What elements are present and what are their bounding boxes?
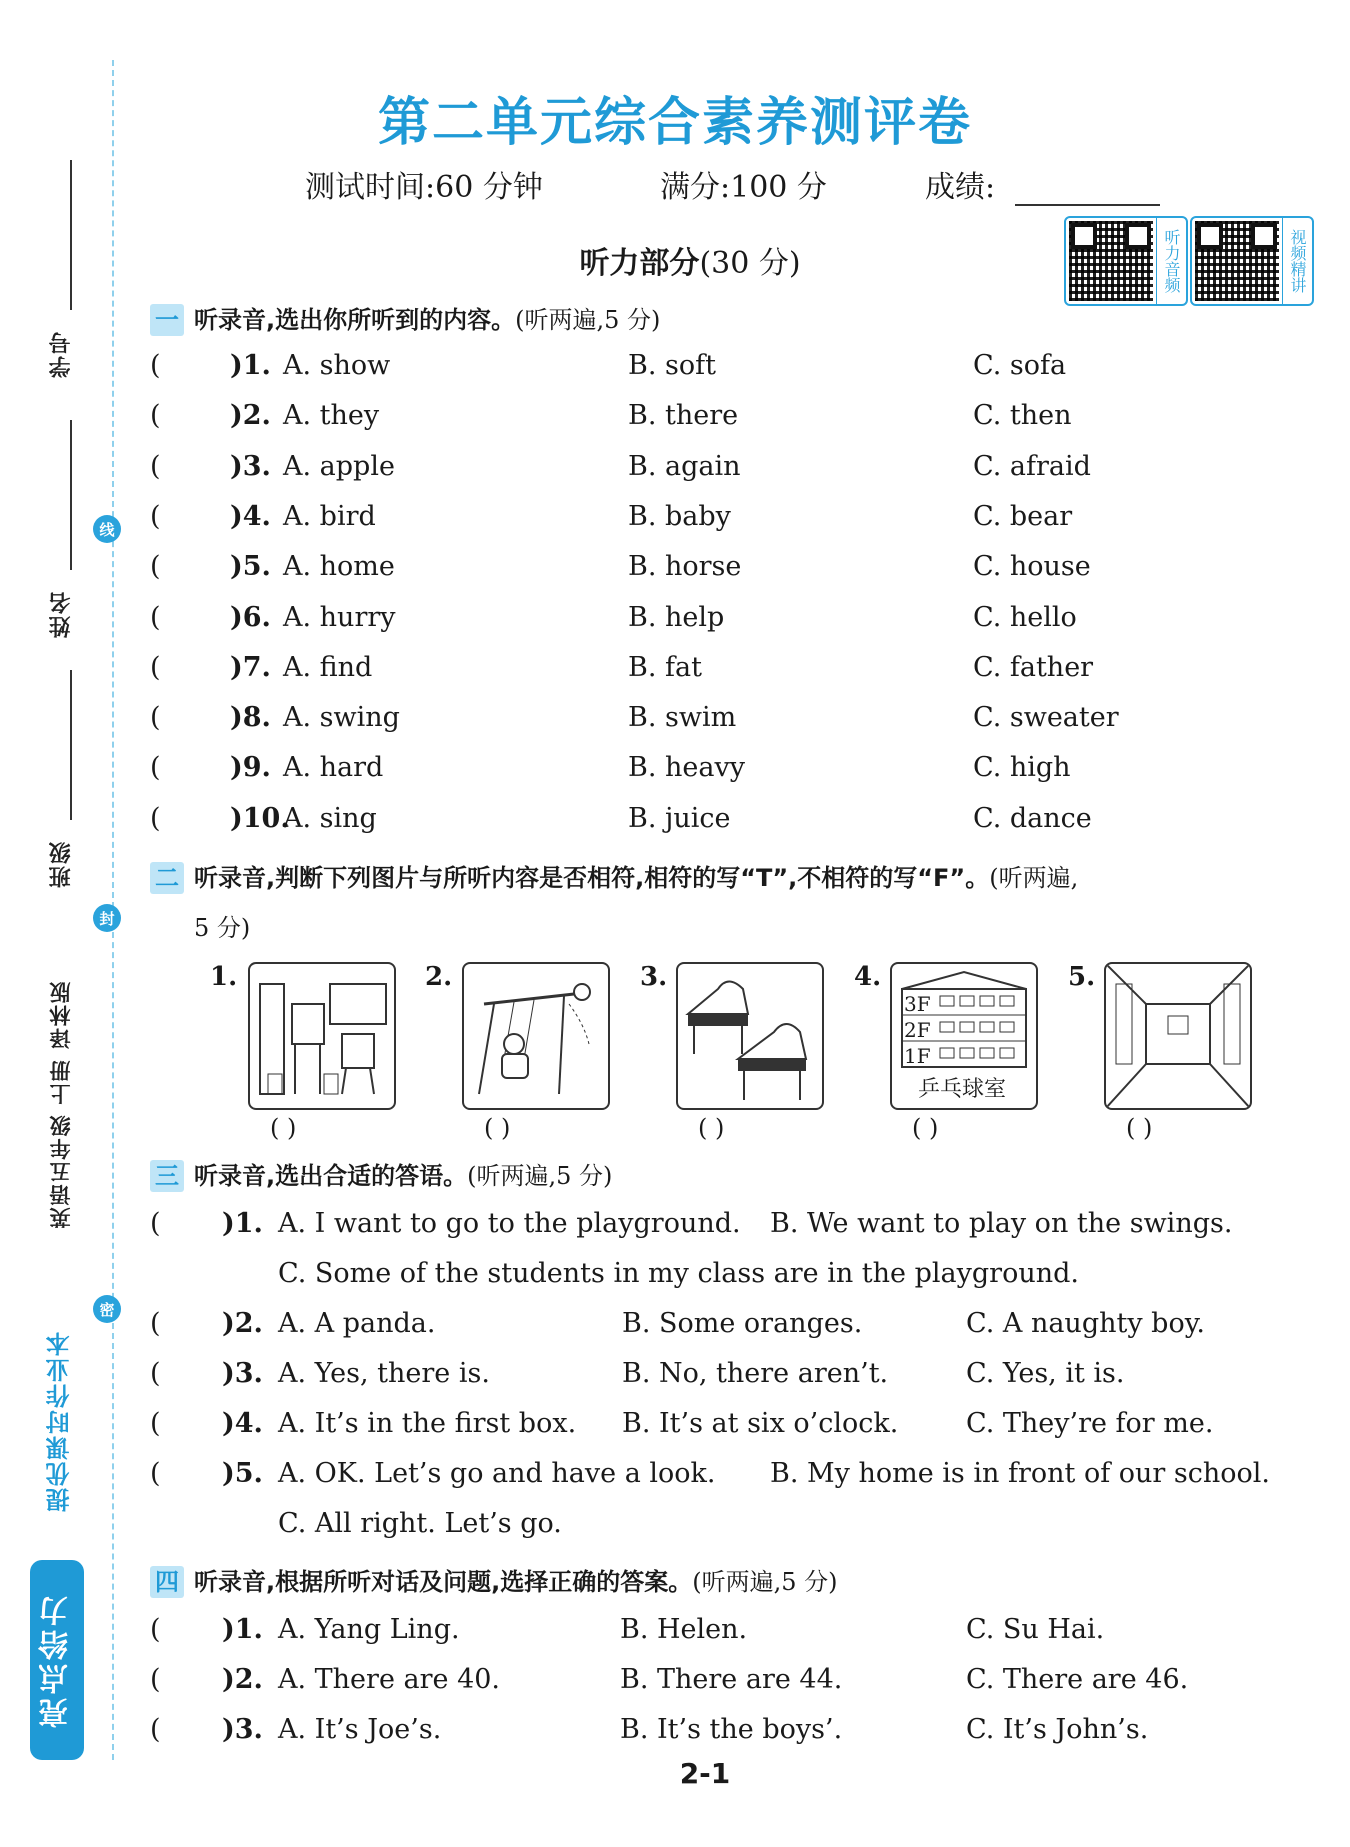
qr-code-icon	[1069, 221, 1153, 301]
option-a: A. hard	[283, 752, 384, 784]
option-b: B. It’s at six o’clock.	[622, 1408, 899, 1439]
answer-blank[interactable]: ( )	[912, 1114, 939, 1142]
option-b: B. swim	[628, 702, 737, 734]
answer-paren[interactable]: (	[150, 1714, 161, 1745]
student-id-blank	[70, 160, 72, 310]
option-c: C. Yes, it is.	[966, 1358, 1125, 1389]
page-number: 2-1	[679, 1757, 731, 1790]
part-number-badge: 二	[150, 862, 184, 894]
question-row	[150, 1458, 1310, 1539]
qr-audio-label: 听力音频	[1156, 218, 1185, 304]
score-blank[interactable]	[1015, 204, 1160, 206]
option-a: A. sing	[283, 802, 377, 834]
answer-paren[interactable]: (	[150, 1614, 161, 1645]
question-row	[150, 702, 1310, 742]
seal-mark-seal: 封	[93, 904, 121, 932]
option-a: A. It’s Joe’s.	[278, 1714, 442, 1745]
answer-blank[interactable]: ( )	[270, 1114, 297, 1142]
part2-note-cont: 5 分)	[194, 914, 251, 942]
answer-blank[interactable]: ( )	[698, 1114, 725, 1142]
option-b: B. juice	[628, 802, 731, 834]
option-a: A. A panda.	[278, 1308, 436, 1339]
brand-slogan: 提优课时作业本	[46, 1330, 74, 1512]
answer-paren[interactable]: (	[150, 450, 161, 482]
question-number: )1.	[222, 1614, 263, 1645]
question-row	[150, 1308, 1310, 1348]
option-b: B. there	[628, 400, 739, 432]
question-number: )2.	[230, 400, 271, 432]
question-row	[150, 1408, 1310, 1448]
picture-number: 5.	[1068, 962, 1096, 992]
option-a: A. Yes, there is.	[278, 1358, 490, 1389]
option-c: C. father	[973, 651, 1094, 683]
option-b: B. Helen.	[620, 1614, 748, 1645]
option-c: C. A naughty boy.	[966, 1308, 1205, 1339]
question-number: )7.	[230, 651, 271, 683]
option-c: C. There are 46.	[966, 1664, 1189, 1695]
question-number: )4.	[230, 500, 271, 532]
option-b: B. help	[628, 601, 725, 633]
question-row	[150, 602, 1310, 642]
option-c: C. All right. Let’s go.	[278, 1508, 562, 1539]
question-number: )2.	[222, 1308, 263, 1339]
test-time: 测试时间:60 分钟	[305, 170, 543, 205]
listening-heading: 听力部分(30 分)	[579, 246, 801, 281]
question-row	[150, 551, 1310, 591]
option-c: C. hello	[973, 601, 1077, 633]
option-b: B. There are 44.	[620, 1664, 843, 1695]
option-b: B. It’s the boys’.	[620, 1714, 843, 1745]
picture-number: 4.	[854, 962, 882, 992]
answer-paren[interactable]: (	[150, 1208, 161, 1239]
answer-paren[interactable]: (	[150, 1358, 161, 1389]
option-c: C. Some of the students in my class are in the playground.	[278, 1258, 1079, 1289]
picture-number: 3.	[640, 962, 668, 992]
question-number: )1.	[222, 1208, 263, 1239]
question-row	[150, 652, 1310, 692]
answer-blank[interactable]: ( )	[484, 1114, 511, 1142]
question-row	[150, 752, 1310, 792]
question-row	[150, 501, 1310, 541]
option-a: A. hurry	[283, 601, 396, 633]
answer-blank[interactable]: ( )	[1126, 1114, 1153, 1142]
seal-mark-secret: 密	[93, 1295, 121, 1323]
floor-label-3f: 3F	[904, 992, 931, 1016]
part2-heading: 二 听录音,判断下列图片与所听内容是否相符,相符的写“T”,不相符的写“F”。(听两遍,	[150, 858, 1078, 894]
answer-paren[interactable]: (	[150, 802, 161, 834]
part4-heading: 四 听录音,根据所听对话及问题,选择正确的答案。(听两遍,5 分)	[150, 1562, 838, 1598]
picture-row	[200, 962, 1280, 1142]
answer-paren[interactable]: (	[150, 651, 161, 683]
question-row	[150, 1664, 1310, 1704]
option-a: A. show	[283, 350, 391, 381]
question-number: )10.	[230, 802, 290, 834]
swing-icon	[462, 962, 610, 1110]
option-b: B. horse	[628, 551, 742, 583]
answer-paren[interactable]: (	[150, 1664, 161, 1695]
part3-heading: 三 听录音,选出合适的答语。(听两遍,5 分)	[150, 1156, 612, 1192]
floor-label-2f: 2F	[904, 1018, 931, 1042]
picture-number: 1.	[210, 962, 238, 992]
question-number: )3.	[222, 1714, 263, 1745]
ping-pong-room-caption: 乒乓球室	[918, 1077, 1007, 1102]
answer-paren[interactable]: (	[150, 551, 161, 583]
option-b: B. Some oranges.	[622, 1308, 863, 1339]
option-a: A. home	[283, 551, 395, 583]
question-number: )5.	[230, 551, 271, 583]
option-b: B. My home is in front of our school.	[770, 1458, 1271, 1489]
option-b: B. We want to play on the swings.	[770, 1208, 1233, 1239]
answer-paren[interactable]: (	[150, 400, 161, 432]
qr-video-label: 视频精讲	[1282, 218, 1311, 304]
option-c: C. then	[973, 400, 1072, 432]
option-c: C. sofa	[973, 350, 1067, 381]
book-info: 英语五年级 上册 译林版	[49, 980, 73, 1229]
class-label: 班级	[49, 840, 74, 888]
answer-paren[interactable]: (	[150, 601, 161, 633]
option-a: A. find	[283, 651, 373, 683]
option-c: C. sweater	[973, 702, 1119, 734]
question-number: )8.	[230, 702, 271, 734]
answer-paren[interactable]: (	[150, 1408, 161, 1439]
option-b: B. heavy	[628, 752, 745, 784]
option-a: A. I want to go to the playground.	[278, 1208, 741, 1239]
question-number: )3.	[222, 1358, 263, 1389]
answer-paren[interactable]: (	[150, 1308, 161, 1339]
answer-paren[interactable]: (	[150, 1458, 161, 1489]
building-icon	[890, 962, 1038, 1110]
question-row	[150, 1358, 1310, 1398]
answer-paren[interactable]: (	[150, 350, 161, 381]
art-room-icon	[248, 962, 396, 1110]
option-b: B. fat	[628, 651, 702, 683]
option-b: B. No, there aren’t.	[622, 1358, 889, 1389]
option-a: A. OK. Let’s go and have a look.	[278, 1458, 716, 1489]
question-row	[150, 350, 1310, 390]
option-c: C. bear	[973, 500, 1073, 532]
option-c: C. They’re for me.	[966, 1408, 1214, 1439]
student-id-label: 学号	[49, 330, 74, 378]
option-c: C. high	[973, 752, 1071, 784]
option-c: C. house	[973, 551, 1091, 583]
option-a: A. There are 40.	[278, 1664, 501, 1695]
question-row	[150, 1614, 1310, 1654]
option-a: A. apple	[283, 450, 395, 482]
part-number-badge: 一	[150, 304, 184, 336]
piano-icon	[676, 962, 824, 1110]
option-c: C. It’s John’s.	[966, 1714, 1149, 1745]
option-b: B. soft	[628, 350, 716, 381]
floor-label-1f: 1F	[904, 1044, 931, 1068]
option-a: A. Yang Ling.	[278, 1614, 460, 1645]
option-a: A. bird	[283, 500, 376, 532]
seal-mark-line: 线	[93, 515, 121, 543]
class-blank	[70, 670, 72, 820]
answer-paren[interactable]: (	[150, 752, 161, 784]
answer-paren[interactable]: (	[150, 500, 161, 532]
name-label: 姓名	[49, 590, 74, 638]
question-number: )6.	[230, 601, 271, 633]
part-number-badge: 四	[150, 1566, 184, 1598]
option-a: A. It’s in the first box.	[278, 1408, 577, 1439]
question-row	[150, 1208, 1310, 1289]
option-c: C. dance	[973, 802, 1092, 834]
answer-paren[interactable]: (	[150, 702, 161, 734]
question-number: )3.	[230, 450, 271, 482]
question-row	[150, 803, 1310, 843]
option-b: B. again	[628, 450, 741, 482]
part-number-badge: 三	[150, 1160, 184, 1192]
question-number: )1.	[230, 350, 271, 381]
part1-heading: 一 听录音,选出你所听到的内容。(听两遍,5 分)	[150, 300, 660, 336]
option-a: A. swing	[283, 702, 400, 734]
question-number: )4.	[222, 1408, 263, 1439]
qr-video[interactable]	[1190, 216, 1314, 306]
question-number: )2.	[222, 1664, 263, 1695]
hallway-icon	[1104, 962, 1252, 1110]
qr-code-icon	[1195, 221, 1279, 301]
question-row	[150, 400, 1310, 440]
name-blank	[70, 420, 72, 570]
question-number: )9.	[230, 752, 271, 784]
qr-audio[interactable]	[1064, 216, 1188, 306]
question-row	[150, 1714, 1310, 1754]
question-row	[150, 451, 1310, 491]
picture-number: 2.	[425, 962, 453, 992]
score-label: 成绩:	[925, 170, 996, 205]
brand-logo: 亮点给力	[30, 1560, 84, 1760]
full-score: 满分:100 分	[660, 170, 827, 205]
option-c: C. afraid	[973, 450, 1091, 482]
option-b: B. baby	[628, 500, 731, 532]
option-a: A. they	[283, 400, 380, 432]
page-title: 第二单元综合素养测评卷	[377, 93, 972, 153]
question-number: )5.	[222, 1458, 263, 1489]
option-c: C. Su Hai.	[966, 1614, 1105, 1645]
